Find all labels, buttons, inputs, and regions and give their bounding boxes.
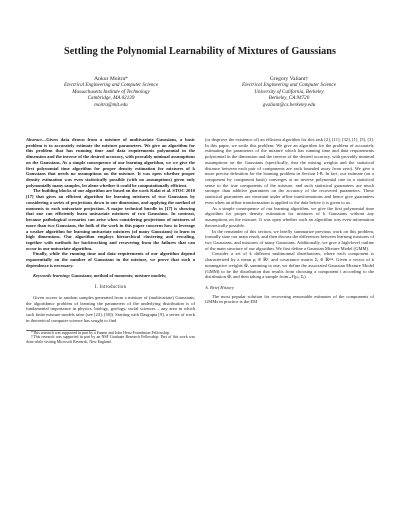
right-paragraph-3: In the remainder of this section, we briefly summarize previous work on this problem, formally state our main result, and then discuss the differences between learning mixtures of two Gaussians, and mixtures of many Gaussians. Additionally, we give a high-level outline of the main structure of our algorithm. We first define a Gaussian Mixture Model (GMM).	[205, 228, 374, 251]
keywords-body: Gaussians; method of moments; mixture models;	[70, 272, 167, 278]
footnote-1: *This research was supported in part by a Fannie and John Hertz Foundation Fellowship.	[31, 330, 170, 335]
right-paragraph-1: (or disprove the existence of) an efficient algorithm for this task [2], [11], [32], [1], [5], [3]. In this paper, we settle this problem: We give an algorithm for the problem of accurately estimating the parameters of the mixture which has running time and data requirements polynomial in the dimension and the inverse of the desired accuracy, with provably minimal assumptions on the Gaussians (specifically, that the mixing weights and the statistical distance between each pair of components are each bounded away from zero). We give a more precise definition for the learning problem in Section I-B. In fact, our estimate (on a component by component basis) converges at an inverse polynomial rate in a statistical sense to the true components of the mixture, and such statistical guarantees are much stronger than additive guarantees on the accuracy of the recovered parameters. These statistical guarantees are invariant under affine transformations and hence give guarantees even when an affine transformation is applied to the data before it is given to us.	[205, 137, 374, 205]
keywords	[26, 273, 195, 279]
abstract-paragraph-2: The building blocks of our algorithm are based on the work Kalai et al. STOC 2010 [17] that gives an efficient algorithm for learning mixtures of two Gaussians by considering a series of projections down to one dimension, and applying the method of moments to each univariate projection. A major technical hurdle in [17] is showing that one can efficiently learn univariate mixtures of two Gaussians. In contrast, because pathological scenarios can arise when considering projections of mixtures of more than two Gaussians, the bulk of the work in this paper concerns how to leverage a weaker algorithm for learning univariate mixtures (of many Gaussians) to learn in high dimensions. Our algorithm employs hierarchical clustering and rescaling, together with methods for backtracking and recovering from the failures that can occur in our univariate algorithm.	[26, 188, 195, 251]
right-paragraph-4: Consider a set of k different multinomial distributions, where each component is characterized by a mean μᵢ ∈ ℝⁿ, and covariance matrix Σᵢ ∈ ℝⁿˣⁿ. Given a vector of k nonnegative weights w⃗, summing to one, we define the associated Gaussian Mixture Model (GMM) to be the distribution that results from choosing a component i according to the distribution w⃗, and then taking a sample from 𝒩(μᵢ, Σᵢ).	[205, 251, 374, 280]
author-2	[204, 76, 374, 108]
abstract-paragraph-3: Finally, while the running time and data requirements of our algorithm depend exponentially on the number of Gaussians in the mixture, we prove that such a dependence is necessary.	[26, 251, 195, 268]
paper-title: Settling the Polynomial Learnability of Mixtures of Gaussians	[64, 46, 336, 57]
author-1-city: Cambridge, MA 02139	[87, 95, 135, 102]
body-columns	[26, 137, 374, 345]
right-column	[205, 137, 374, 345]
abstract	[26, 137, 195, 269]
author-1-email[interactable]: moitra@mit.edu	[94, 101, 128, 108]
author-2-name: Gregory Valiant†	[269, 76, 309, 82]
author-block	[26, 76, 374, 108]
author-1	[26, 76, 196, 108]
right-paragraph-5: The most popular solution for recovering reasonable estimates of the components of GMMs in practice is the EM	[205, 293, 374, 305]
intro-paragraph-1: Given access to random samples generated from a mixture of (multivariate) Gaussians, the algorithmic problem of learning the parameters of the underlying distribution is of fundamental importance in physics, biology, geology, social sciences – any area in which such finite mixture models arise (see [23], [30]). Starting with Dasgupta [9], a series of work in theoretical computer science has sought to find	[26, 294, 195, 323]
author-2-institution: University of California, Berkeley	[254, 88, 324, 95]
footnote-2: †This research was supported in part by an NSF Graduate Research Fellowship. Part of this work was done while visiting Microsoft Research, New England.	[26, 335, 195, 345]
keywords-paragraph	[26, 273, 195, 279]
abstract-paragraph-1	[26, 137, 195, 188]
subsection-heading-brief-history: A. Brief History	[205, 284, 234, 290]
author-2-email[interactable]: gvaliant@cs.berkeley.edu	[262, 101, 316, 108]
section-heading-introduction: I. Introduction	[94, 285, 127, 291]
abstract-body: —Given data drawn from a mixture of multivariate Gaussians, a basic problem is to accurately estimate the mixture parameters. We give an algorithm for this problem that has running time and data requirements polynomial in the dimension and the inverse of the desired accuracy, with provably minimal assumptions on the Gaussians. As a simple consequence of our learning algorithm, we we give the first polynomial time algorithm for proper density estimation for mixtures of k Gaussians that needs no assumptions on the mixture. It was open whether proper density estimation was even statistically possible (with no assumptions) given only polynomially many samples, let alone whether it could be computationally efficient.	[26, 137, 195, 188]
author-1-dept: Electrical Engineering and Computer Science	[64, 82, 158, 89]
author-1-name: Ankur Moitra*	[94, 76, 128, 82]
author-2-dept: Electrical Engineering and Computer Science	[242, 82, 336, 89]
keywords-lead: Keywords-learning;	[33, 272, 71, 278]
right-paragraph-2: As a simple consequence of our learning algorithm, we give the first polynomial time algorithm for proper density estimation for mixtures of k Gaussians without any assumptions on the mixture. It was open whether such an algorithm was even information theoretically possible.	[205, 205, 374, 228]
left-column	[26, 137, 195, 345]
author-2-city: Berkeley, CA 94720	[268, 95, 310, 102]
author-1-institution: Massachusetts Institute of Technology	[72, 88, 150, 95]
abstract-lead: Abstract	[26, 137, 42, 142]
